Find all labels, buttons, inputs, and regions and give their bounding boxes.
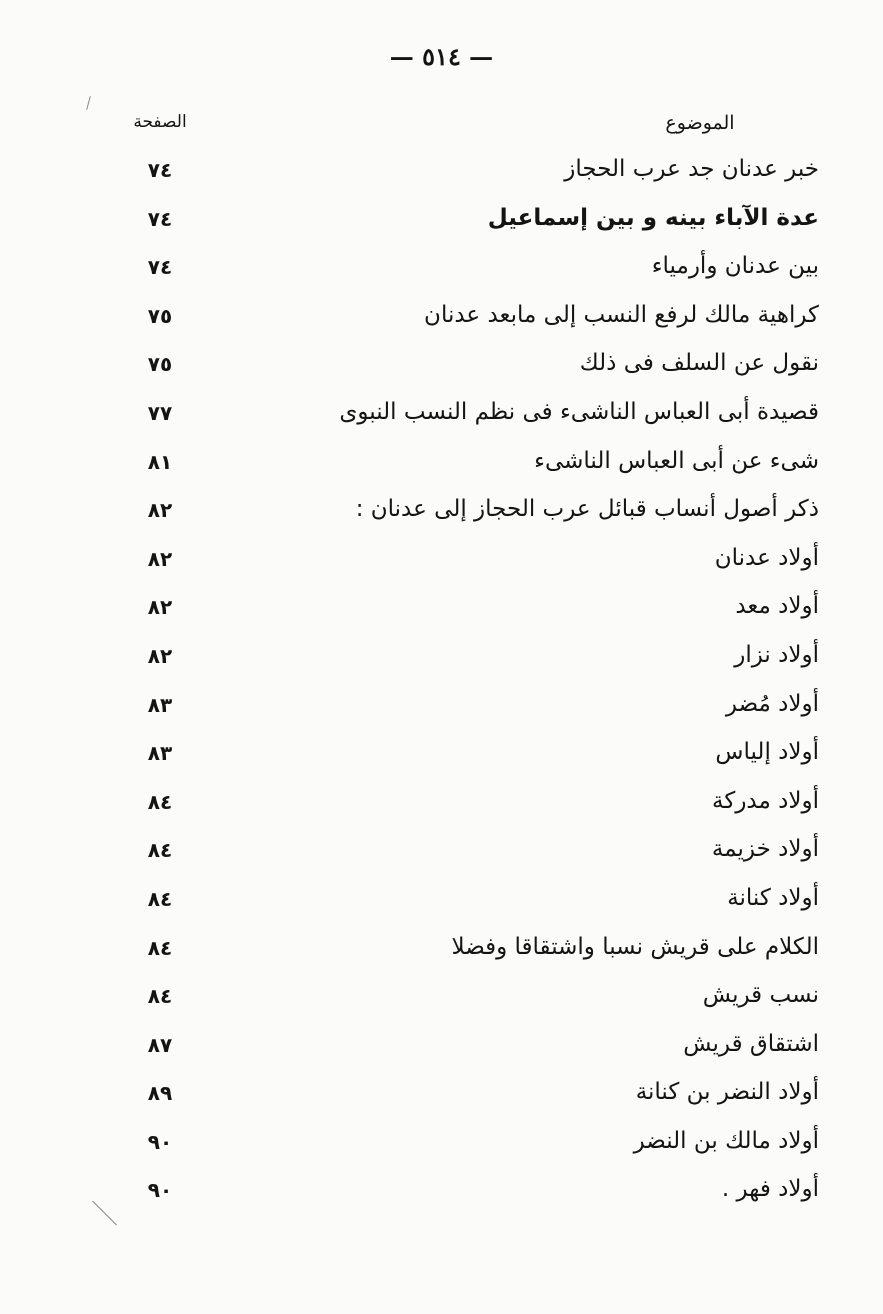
toc-entry-title: شىء عن أبى العباس الناشىء	[534, 447, 819, 474]
toc-entry	[0, 1122, 883, 1171]
toc-entry-title: أولاد خزيمة	[711, 836, 819, 863]
toc-entry	[0, 733, 883, 782]
toc-entry	[0, 587, 883, 636]
toc-entry	[0, 539, 883, 588]
toc-entry-page: ٨٢	[147, 498, 173, 523]
toc-entry	[0, 150, 883, 199]
toc-entry-title: اشتقاق قريش	[683, 1030, 819, 1057]
toc-entry-page: ٧٤	[147, 206, 173, 231]
toc-entry	[0, 344, 883, 393]
toc-entry	[0, 296, 883, 345]
toc-entry-page: ٨٤	[147, 789, 173, 814]
toc-entry-title: بين عدنان وأرمياء	[651, 253, 819, 280]
toc-entry-page: ٧٧	[147, 400, 173, 425]
toc-entry	[0, 199, 883, 248]
toc-entry	[0, 636, 883, 685]
toc-entry	[0, 490, 883, 539]
toc-entry-page: ٨٧	[147, 1032, 173, 1057]
toc-entry-page: ٨٤	[147, 935, 173, 960]
toc-entry-page: ٨٣	[147, 741, 173, 766]
toc-entry-title: نسب قريش	[702, 982, 819, 1009]
toc-entry	[0, 1025, 883, 1074]
toc-entry	[0, 247, 883, 296]
scan-mark	[86, 96, 91, 110]
toc-entry-page: ٨٩	[147, 1081, 173, 1106]
table-of-contents	[0, 150, 883, 1219]
toc-entry-page: ٩٠	[147, 1129, 173, 1154]
toc-entry-title: عدة الآباء بينه و بين إسماعيل	[487, 204, 819, 231]
toc-entry-title: أولاد مالك بن النضر	[633, 1127, 819, 1154]
toc-entry	[0, 1170, 883, 1219]
toc-entry-page: ٨٢	[147, 595, 173, 620]
toc-entry-page: ٧٥	[147, 352, 173, 377]
toc-entry-title: أولاد معد	[735, 593, 819, 620]
toc-entry-title: أولاد مدركة	[712, 787, 819, 814]
toc-entry-page: ٨٢	[147, 546, 173, 571]
page-column-header: الصفحة	[133, 112, 187, 132]
toc-entry-page: ٨٤	[147, 984, 173, 1009]
toc-entry-page: ٧٥	[147, 303, 173, 328]
toc-entry	[0, 782, 883, 831]
toc-entry	[0, 442, 883, 491]
toc-entry-title: ذكر أصول أنساب قبائل عرب الحجاز إلى عدنان :	[355, 496, 819, 523]
topic-column-header: الموضوع	[665, 112, 735, 134]
toc-entry	[0, 685, 883, 734]
toc-entry-page: ٨٤	[147, 886, 173, 911]
column-header-row	[0, 112, 883, 142]
toc-entry	[0, 928, 883, 977]
toc-entry	[0, 1073, 883, 1122]
toc-entry-page: ٨٢	[147, 643, 173, 668]
page-number: — ٥١٤ —	[389, 42, 494, 71]
toc-entry-title: أولاد نزار	[734, 641, 819, 668]
toc-entry-title: أولاد مُضر	[725, 690, 819, 717]
toc-entry-page: ٨٤	[147, 838, 173, 863]
toc-entry-title: أولاد فهر .	[721, 1176, 819, 1203]
toc-entry-page: ٧٤	[147, 255, 173, 280]
toc-entry-title: قصيدة أبى العباس الناشىء فى نظم النسب النبوى	[339, 398, 819, 425]
toc-entry-title: نقول عن السلف فى ذلك	[579, 350, 819, 377]
toc-entry	[0, 976, 883, 1025]
toc-entry-title: أولاد كنانة	[727, 884, 819, 911]
toc-entry-title: الكلام على قريش نسبا واشتقاقا وفضلا	[451, 933, 819, 960]
toc-entry-page: ٧٤	[147, 158, 173, 182]
toc-entry-title: أولاد عدنان	[714, 544, 819, 571]
toc-entry	[0, 830, 883, 879]
toc-entry-title: خبر عدنان جد عرب الحجاز	[564, 156, 819, 182]
toc-entry-title: أولاد النضر بن كنانة	[635, 1079, 819, 1106]
toc-entry-title: كراهية مالك لرفع النسب إلى مابعد عدنان	[424, 301, 819, 328]
toc-entry-page: ٩٠	[147, 1178, 173, 1203]
toc-entry	[0, 393, 883, 442]
toc-entry-page: ٨٣	[147, 692, 173, 717]
toc-entry-title: أولاد إلياس	[715, 739, 819, 766]
toc-entry-page: ٨١	[147, 449, 173, 474]
toc-entry	[0, 879, 883, 928]
